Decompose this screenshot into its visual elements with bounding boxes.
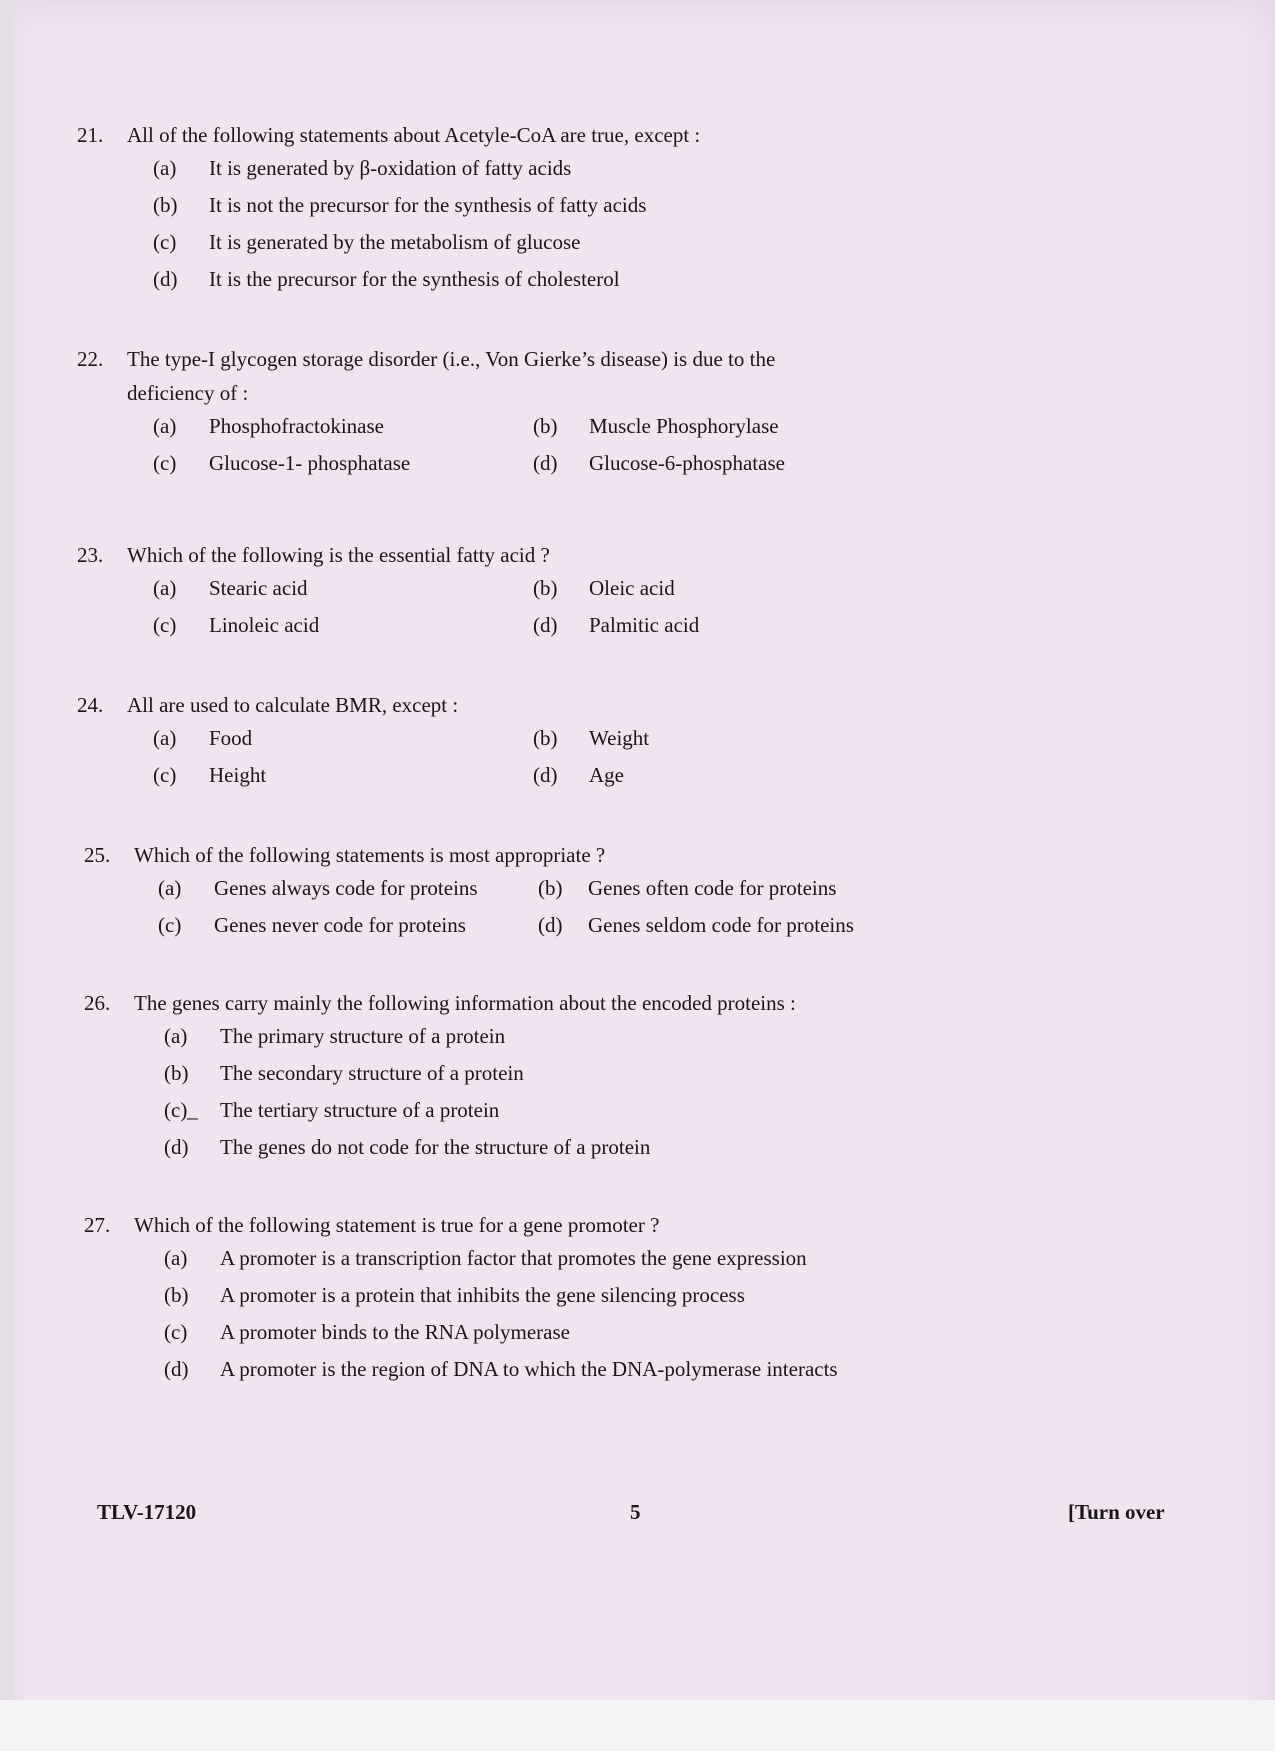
option-c: (c) It is generated by the metabolism of glucose	[153, 230, 581, 254]
page-number: 5	[630, 1500, 641, 1524]
option-c: (c)_ The tertiary structure of a protein	[164, 1098, 500, 1122]
option-d: (d) Glucose-6-phosphatase	[533, 451, 785, 475]
option-d: (d) It is the precursor for the synthesis of cholesterol	[153, 267, 620, 291]
question-text: The genes carry mainly the following information about the encoded proteins :	[134, 991, 796, 1015]
option-c: (c) Genes never code for proteins	[158, 913, 466, 937]
question-22	[77, 342, 1275, 488]
question-26	[84, 986, 1275, 1172]
question-24	[77, 688, 1275, 800]
option-a: (a) Food	[153, 726, 253, 750]
option-c: (c) Glucose-1- phosphatase	[153, 451, 411, 475]
option-c: (c) Linoleic acid	[153, 613, 320, 637]
option-a: (a) Genes always code for proteins	[158, 876, 478, 900]
option-d: (d) The genes do not code for the structure of a protein	[164, 1135, 651, 1159]
question-text: The type-I glycogen storage disorder (i.e., Von Gierke’s disease) is due to the	[127, 347, 776, 371]
page-edge	[0, 0, 14, 1751]
question-25	[84, 838, 1275, 950]
scan-margin	[0, 1700, 1275, 1751]
question-number: 27.	[84, 1213, 111, 1237]
option-d: (d) A promoter is the region of DNA to which the DNA-polymerase interacts	[164, 1357, 838, 1381]
option-a: (a) Phosphofractokinase	[153, 414, 384, 438]
option-b: (b) The secondary structure of a protein	[164, 1061, 524, 1085]
question-text-continued: deficiency of :	[127, 381, 249, 405]
option-b: (b) Weight	[533, 726, 650, 750]
option-d: (d) Genes seldom code for proteins	[538, 913, 854, 937]
question-number: 21.	[77, 123, 104, 147]
option-b: (b) Genes often code for proteins	[538, 876, 837, 900]
question-number: 26.	[84, 991, 111, 1015]
question-27	[84, 1208, 1275, 1394]
paper-code: TLV-17120	[97, 1500, 197, 1524]
option-d: (d) Age	[533, 763, 624, 787]
option-b: (b) Muscle Phosphorylase	[533, 414, 779, 438]
question-text: Which of the following statement is true for a gene promoter ?	[134, 1213, 660, 1237]
option-c: (c) Height	[153, 763, 267, 787]
question-number: 22.	[77, 347, 104, 371]
option-a: (a) It is generated by β-oxidation of fatty acids	[153, 156, 572, 180]
option-a: (a) The primary structure of a protein	[164, 1024, 506, 1048]
option-b: (b) A promoter is a protein that inhibits the gene silencing process	[164, 1283, 745, 1307]
question-21	[77, 118, 1275, 304]
option-a: (a) Stearic acid	[153, 576, 308, 600]
question-text: All are used to calculate BMR, except :	[127, 693, 459, 717]
question-text: Which of the following is the essential fatty acid ?	[127, 543, 550, 567]
option-b: (b) Oleic acid	[533, 576, 675, 600]
option-a: (a) A promoter is a transcription factor that promotes the gene expression	[164, 1246, 807, 1270]
question-number: 23.	[77, 543, 104, 567]
question-number: 25.	[84, 843, 111, 867]
turn-over-label: [Turn over	[1068, 1500, 1165, 1524]
option-d: (d) Palmitic acid	[533, 613, 700, 637]
option-c: (c) A promoter binds to the RNA polymerase	[164, 1320, 570, 1344]
question-text: All of the following statements about Acetyle-CoA are true, except :	[127, 123, 701, 147]
question-number: 24.	[77, 693, 104, 717]
option-b: (b) It is not the precursor for the synthesis of fatty acids	[153, 193, 647, 217]
question-23	[77, 538, 1275, 650]
question-text: Which of the following statements is most appropriate ?	[134, 843, 606, 867]
